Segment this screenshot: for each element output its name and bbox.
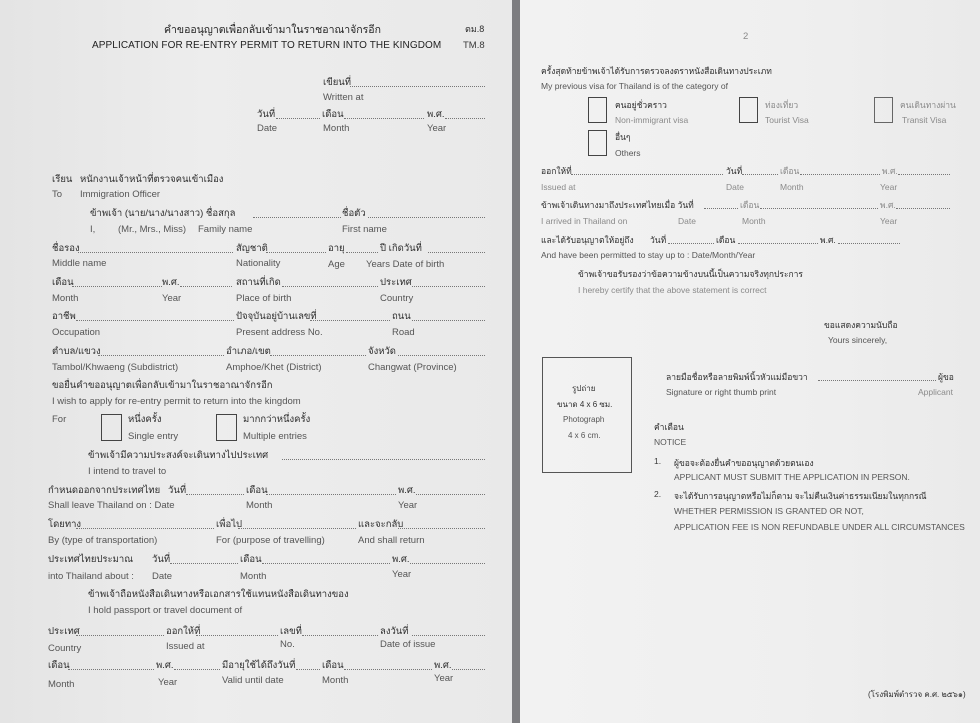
permitted-label-thai: และได้รับอนุญาตให้อยู่ถึง — [541, 235, 634, 245]
single-entry-checkbox[interactable] — [101, 414, 122, 441]
i-label: I, — [90, 224, 96, 235]
road-field[interactable] — [412, 320, 485, 321]
others-label: Others — [615, 148, 641, 158]
travel-to-label-thai: ข้าพเจ้ามีความประสงค์จะเดินทางไปประเทศ — [88, 450, 269, 461]
return-year-label: Year — [392, 569, 412, 580]
middle-name-label: Middle name — [52, 258, 107, 269]
notice-1-thai: ผู้ขอจะต้องยื่นคำขออนุญาตด้วยตนเอง — [674, 458, 814, 468]
photo-label: Photograph — [563, 415, 605, 424]
form-number-english: TM.8 — [463, 40, 485, 51]
occupation-field[interactable] — [76, 320, 234, 321]
leave-month-field[interactable] — [266, 494, 396, 495]
non-immigrant-label-thai: คนอยู่ชั่วคราว — [615, 100, 667, 110]
page-number: 2 — [743, 31, 749, 42]
non-immigrant-label: Non-immigrant visa — [615, 115, 689, 125]
letter-month-field[interactable] — [344, 118, 424, 119]
single-entry-label-thai: หนึ่งครั้ง — [128, 414, 162, 425]
photo-size-label: 4 x 6 cm. — [568, 431, 601, 440]
family-name-field[interactable] — [253, 217, 341, 218]
passport-issue-date-field[interactable] — [412, 635, 485, 636]
single-entry-label: Single entry — [128, 431, 179, 442]
visa-month-field[interactable] — [800, 174, 880, 175]
return-label-thai: และจะกลับ — [358, 519, 404, 530]
passport-country-label: Country — [48, 643, 82, 654]
return-year-field[interactable] — [410, 563, 485, 564]
year-label: Year — [427, 123, 447, 134]
apply-label-thai: ขอยื่นคำขออนุญาตเพื่อกลับเข้ามาในราชอาณาจักรอีก — [52, 380, 273, 391]
arrival-month-label-thai: เดือน — [740, 200, 760, 210]
valid-until-label: Valid until date — [222, 675, 284, 686]
leave-date-field[interactable] — [186, 494, 244, 495]
birth-year-label-thai: พ.ศ. — [162, 277, 180, 288]
birth-date-field[interactable] — [428, 252, 485, 253]
district-label-thai: อำเภอ/เขต — [226, 346, 271, 357]
notice-2-thai: จะได้รับการอนุญาตหรือไม่ก็ตาม จะไม่คืนเงินค่าธรรมเนียมในทุกกรณี — [674, 491, 927, 501]
to-label: To — [52, 189, 63, 200]
transit-label-thai: คนเดินทางผ่าน — [900, 100, 956, 110]
letter-date-field[interactable] — [276, 118, 320, 119]
birth-date-label-thai: ปี เกิดวันที่ — [380, 243, 422, 254]
birthplace-field[interactable] — [282, 286, 378, 287]
first-name-label-thai: ชื่อตัว — [342, 208, 366, 219]
province-label: Changwat (Province) — [368, 362, 457, 373]
notice-2-line-1: WHETHER PERMISSION IS GRANTED OR NOT, — [674, 506, 864, 516]
letter-year-field[interactable] — [445, 118, 485, 119]
month-label-thai: เดือน — [322, 109, 344, 120]
visa-issued-label-thai: ออกให้ที่ — [541, 166, 572, 176]
return-field[interactable] — [398, 528, 485, 529]
first-name-label: First name — [342, 224, 387, 235]
transport-field[interactable] — [76, 528, 214, 529]
subdistrict-label-thai: ตำบล/แขวง — [52, 346, 101, 357]
permitted-year-label-thai: พ.ศ. — [820, 235, 836, 245]
purpose-label: For (purpose of travelling) — [216, 535, 325, 546]
visa-date-field[interactable] — [742, 174, 778, 175]
return-month-field[interactable] — [262, 563, 390, 564]
written-at-field[interactable] — [350, 86, 485, 87]
birth-year-label: Year — [162, 293, 182, 304]
visa-year-label-thai: พ.ศ. — [882, 166, 898, 176]
transport-label: By (type of transportation) — [48, 535, 158, 546]
road-label: Road — [392, 327, 415, 338]
valid-until-label-thai: มีอายุใช้ได้ถึงวันที่ — [222, 660, 296, 671]
middle-name-label-thai: ชื่อรอง — [52, 243, 80, 254]
family-name-label: Family name — [198, 224, 253, 235]
written-at-label-thai: เขียนที่ — [323, 77, 352, 88]
passport-issue-date-label-thai: ลงวันที่ — [380, 626, 409, 637]
country-label-thai: ประเทศ — [380, 277, 412, 288]
leave-month-label-thai: เดือน — [246, 485, 268, 496]
passport-no-label-thai: เลขที่ — [280, 626, 302, 637]
valid-year-label: Year — [158, 677, 178, 688]
arrival-date-label: Date — [678, 216, 696, 226]
signature-label: Signature or right thumb print — [666, 387, 777, 397]
valid-year2-label-thai: พ.ศ. — [434, 660, 452, 671]
valid-year2-field[interactable] — [452, 669, 485, 670]
valid-month2-label-thai: เดือน — [322, 660, 344, 671]
valid-year-field[interactable] — [174, 669, 220, 670]
photo-size-label-thai: ขนาด 4 x 6 ซม. — [557, 400, 613, 409]
certify-label: I hereby certify that the above statement is correct — [578, 285, 767, 295]
country-label: Country — [380, 293, 414, 304]
valid-date-field[interactable] — [296, 669, 320, 670]
permitted-label: And have been permitted to stay up to : Date/Month/Year — [541, 250, 756, 260]
passport-country-field[interactable] — [76, 635, 164, 636]
return-month-label-thai: เดือน — [240, 554, 262, 565]
age-label: Age — [328, 259, 345, 270]
age-label-thai: อายุ — [328, 243, 345, 254]
other-visa-checkbox[interactable] — [588, 130, 607, 156]
permitted-year-field[interactable] — [838, 243, 900, 244]
arrival-month-field[interactable] — [760, 208, 878, 209]
signature-field[interactable] — [818, 380, 936, 381]
visa-date-label: Date — [726, 182, 744, 192]
passport-issue-date-label: Date of issue — [380, 639, 436, 650]
permitted-date-field[interactable] — [668, 243, 714, 244]
passport-label-thai: ข้าพเจ้าถือหนังสือเดินทางหรือเอกสารใช้แทนหนังสือเดินทางของ — [88, 589, 349, 600]
passport-issued-label-thai: ออกให้ที่ — [166, 626, 201, 637]
occupation-label-thai: อาชีพ — [52, 311, 76, 322]
others-label-thai: อื่นๆ — [615, 132, 631, 142]
title-options-label: (Mr., Mrs., Miss) — [118, 224, 187, 235]
destination-country-field[interactable] — [282, 459, 485, 460]
photo-label-thai: รูปถ่าย — [572, 384, 596, 393]
notice-2-line-2: APPLICATION FEE IS NON REFUNDABLE UNDER ALL CIRCUMSTANCES — [674, 522, 965, 532]
name-label-thai: ข้าพเจ้า (นาย/นาง/นางสาว) ชื่อสกุล — [90, 208, 236, 219]
arrival-year-field[interactable] — [896, 208, 950, 209]
birth-month-label-thai: เดือน — [52, 277, 74, 288]
multiple-entries-label-thai: มากกว่าหนึ่งครั้ง — [243, 414, 311, 425]
district-label: Amphoe/Khet (District) — [226, 362, 322, 373]
permitted-date-label-thai: วันที่ — [650, 235, 667, 245]
sincerely-label: Yours sincerely, — [828, 335, 888, 345]
arrived-label-thai: ข้าพเจ้าเดินทางมาถึงประเทศไทยเมื่อ วันที่ — [541, 200, 694, 210]
officer-label: Immigration Officer — [80, 189, 161, 200]
month-label: Month — [323, 123, 350, 134]
birthplace-label: Place of birth — [236, 293, 292, 304]
return-date-label-thai: วันที่ — [152, 554, 171, 565]
officer-label-thai: หนักงานเจ้าหน้าที่ตรวจคนเข้าเมือง — [80, 174, 224, 185]
title-english: APPLICATION FOR RE-ENTRY PERMIT TO RETURN INTO THE KINGDOM — [92, 40, 442, 51]
multiple-entries-checkbox[interactable] — [216, 414, 237, 441]
valid-year-label-thai: พ.ศ. — [156, 660, 174, 671]
visa-year-field[interactable] — [898, 174, 950, 175]
permitted-month-field[interactable] — [738, 243, 818, 244]
visa-issued-field[interactable] — [571, 174, 723, 175]
passport-issued-label: Issued at — [166, 641, 205, 652]
address-field[interactable] — [310, 320, 390, 321]
passport-no-field[interactable] — [302, 635, 378, 636]
passport-issued-field[interactable] — [196, 635, 278, 636]
non-immigrant-visa-checkbox[interactable] — [588, 97, 607, 123]
visa-month-label-thai: เดือน — [780, 166, 800, 176]
for-label: For — [52, 414, 67, 425]
tourist-visa-checkbox[interactable] — [739, 97, 758, 123]
tourist-label: Tourist Visa — [765, 115, 809, 125]
valid-year2-label: Year — [434, 673, 454, 684]
notice-label: NOTICE — [654, 437, 687, 447]
apply-label: I wish to apply for re-entry permit to return into the kingdom — [52, 396, 301, 407]
notice-label-thai: คำเตือน — [654, 422, 684, 432]
permitted-month-label-thai: เดือน — [716, 235, 736, 245]
passport-label: I hold passport or travel document of — [88, 605, 243, 616]
return-month-label: Month — [240, 571, 267, 582]
passport-no-label: No. — [280, 639, 295, 650]
printer-footer: (โรงพิมพ์ตำรวจ ค.ศ. ๒๕๖๑) — [868, 690, 966, 699]
transport-label-thai: โดยทาง — [48, 519, 82, 530]
arrival-date-field[interactable] — [704, 208, 738, 209]
leave-date-label-thai: วันที่ — [168, 485, 187, 496]
sincerely-label-thai: ขอแสดงความนับถือ — [824, 320, 898, 330]
road-label-thai: ถนน — [392, 311, 411, 322]
return-date-label: Date — [152, 571, 173, 582]
year-label-thai: พ.ศ. — [427, 109, 445, 120]
arrival-month-label: Month — [742, 216, 766, 226]
return-date-intro: into Thailand about : — [48, 571, 134, 582]
arrival-year-label-thai: พ.ศ. — [880, 200, 896, 210]
visa-issued-label: Issued at — [541, 182, 576, 192]
valid-month-field[interactable] — [68, 669, 154, 670]
arrival-year-label: Year — [880, 216, 898, 226]
date-label-thai: วันที่ — [257, 109, 276, 120]
address-label: Present address No. — [236, 327, 323, 338]
nationality-field[interactable] — [266, 252, 326, 253]
visa-year-label: Year — [880, 182, 898, 192]
province-field[interactable] — [398, 355, 485, 356]
leave-label-thai: กำหนดออกจากประเทศไทย — [48, 485, 161, 496]
passport-country-label-thai: ประเทศ — [48, 626, 80, 637]
leave-year-field[interactable] — [416, 494, 485, 495]
previous-visa-label: My previous visa for Thailand is of the category of — [541, 81, 728, 91]
transit-label: Transit Visa — [902, 115, 947, 125]
valid-month2-label: Month — [322, 675, 349, 686]
visa-date-label-thai: วันที่ — [726, 166, 743, 176]
leave-year-label: Year — [398, 500, 418, 511]
return-date-intro-thai: ประเทศไทยประมาณ — [48, 554, 134, 565]
first-name-field[interactable] — [368, 217, 485, 218]
address-label-thai: ปัจจุบันอยู่บ้านเลขที่ — [236, 311, 317, 322]
leave-month-label: Month — [246, 500, 273, 511]
previous-visa-label-thai: ครั้งสุดท้ายข้าพเจ้าได้รับการตรวจลงตราหนังสือเดินทางประเภท — [541, 66, 772, 76]
travel-to-label: I intend to travel to — [88, 466, 167, 477]
leave-label: Shall leave Thailand on : Date — [48, 500, 175, 511]
middle-name-field[interactable] — [78, 252, 233, 253]
valid-month-label: Month — [48, 679, 75, 690]
birth-month-field[interactable] — [72, 286, 162, 287]
return-year-label-thai: พ.ศ. — [392, 554, 410, 565]
district-field[interactable] — [270, 355, 366, 356]
signature-label-thai: ลายมือชื่อหรือลายพิมพ์นิ้วหัวแม่มือขวา — [666, 372, 808, 382]
subdistrict-label: Tambol/Khwaeng (Subdistrict) — [52, 362, 179, 373]
age-field[interactable] — [346, 252, 378, 253]
birth-country-field[interactable] — [412, 286, 485, 287]
date-label: Date — [257, 123, 278, 134]
notice-2-number: 2. — [654, 489, 662, 499]
nationality-label-thai: สัญชาติ — [236, 243, 268, 254]
arrived-label: I arrived in Thailand on — [541, 216, 628, 226]
purpose-field[interactable] — [238, 528, 356, 529]
province-label-thai: จังหวัด — [368, 346, 396, 357]
form-number-thai: ตม.8 — [465, 24, 485, 34]
valid-month2-field[interactable] — [344, 669, 432, 670]
title-thai: คำขออนุญาตเพื่อกลับเข้ามาในราชอาณาจักรอีก — [164, 24, 381, 36]
to-label-thai: เรียน — [52, 174, 73, 185]
birth-date-label: Years Date of birth — [366, 259, 445, 270]
form-page-2 — [520, 0, 980, 723]
written-at-label: Written at — [323, 92, 364, 103]
purpose-label-thai: เพื่อไป — [216, 519, 243, 530]
nationality-label: Nationality — [236, 258, 281, 269]
multiple-entries-label: Multiple entries — [243, 431, 307, 442]
notice-1: APPLICANT MUST SUBMIT THE APPLICATION IN PERSON. — [674, 472, 910, 482]
applicant-label-thai: ผู้ขอ — [938, 372, 954, 382]
birth-month-label: Month — [52, 293, 79, 304]
photo-box — [542, 357, 632, 473]
birthplace-label-thai: สถานที่เกิด — [236, 277, 281, 288]
return-label: And shall return — [358, 535, 425, 546]
applicant-label: Applicant — [918, 387, 953, 397]
return-date-field[interactable] — [170, 563, 238, 564]
occupation-label: Occupation — [52, 327, 101, 338]
valid-month-label-thai: เดือน — [48, 660, 70, 671]
notice-1-number: 1. — [654, 456, 662, 466]
transit-visa-checkbox[interactable] — [874, 97, 893, 123]
subdistrict-field[interactable] — [98, 355, 224, 356]
birth-year-field[interactable] — [180, 286, 232, 287]
visa-month-label: Month — [780, 182, 804, 192]
certify-label-thai: ข้าพเจ้าขอรับรองว่าข้อความข้างบนนี้เป็นความจริงทุกประการ — [578, 269, 803, 279]
tourist-label-thai: ท่องเที่ยว — [765, 100, 799, 110]
leave-year-label-thai: พ.ศ. — [398, 485, 416, 496]
